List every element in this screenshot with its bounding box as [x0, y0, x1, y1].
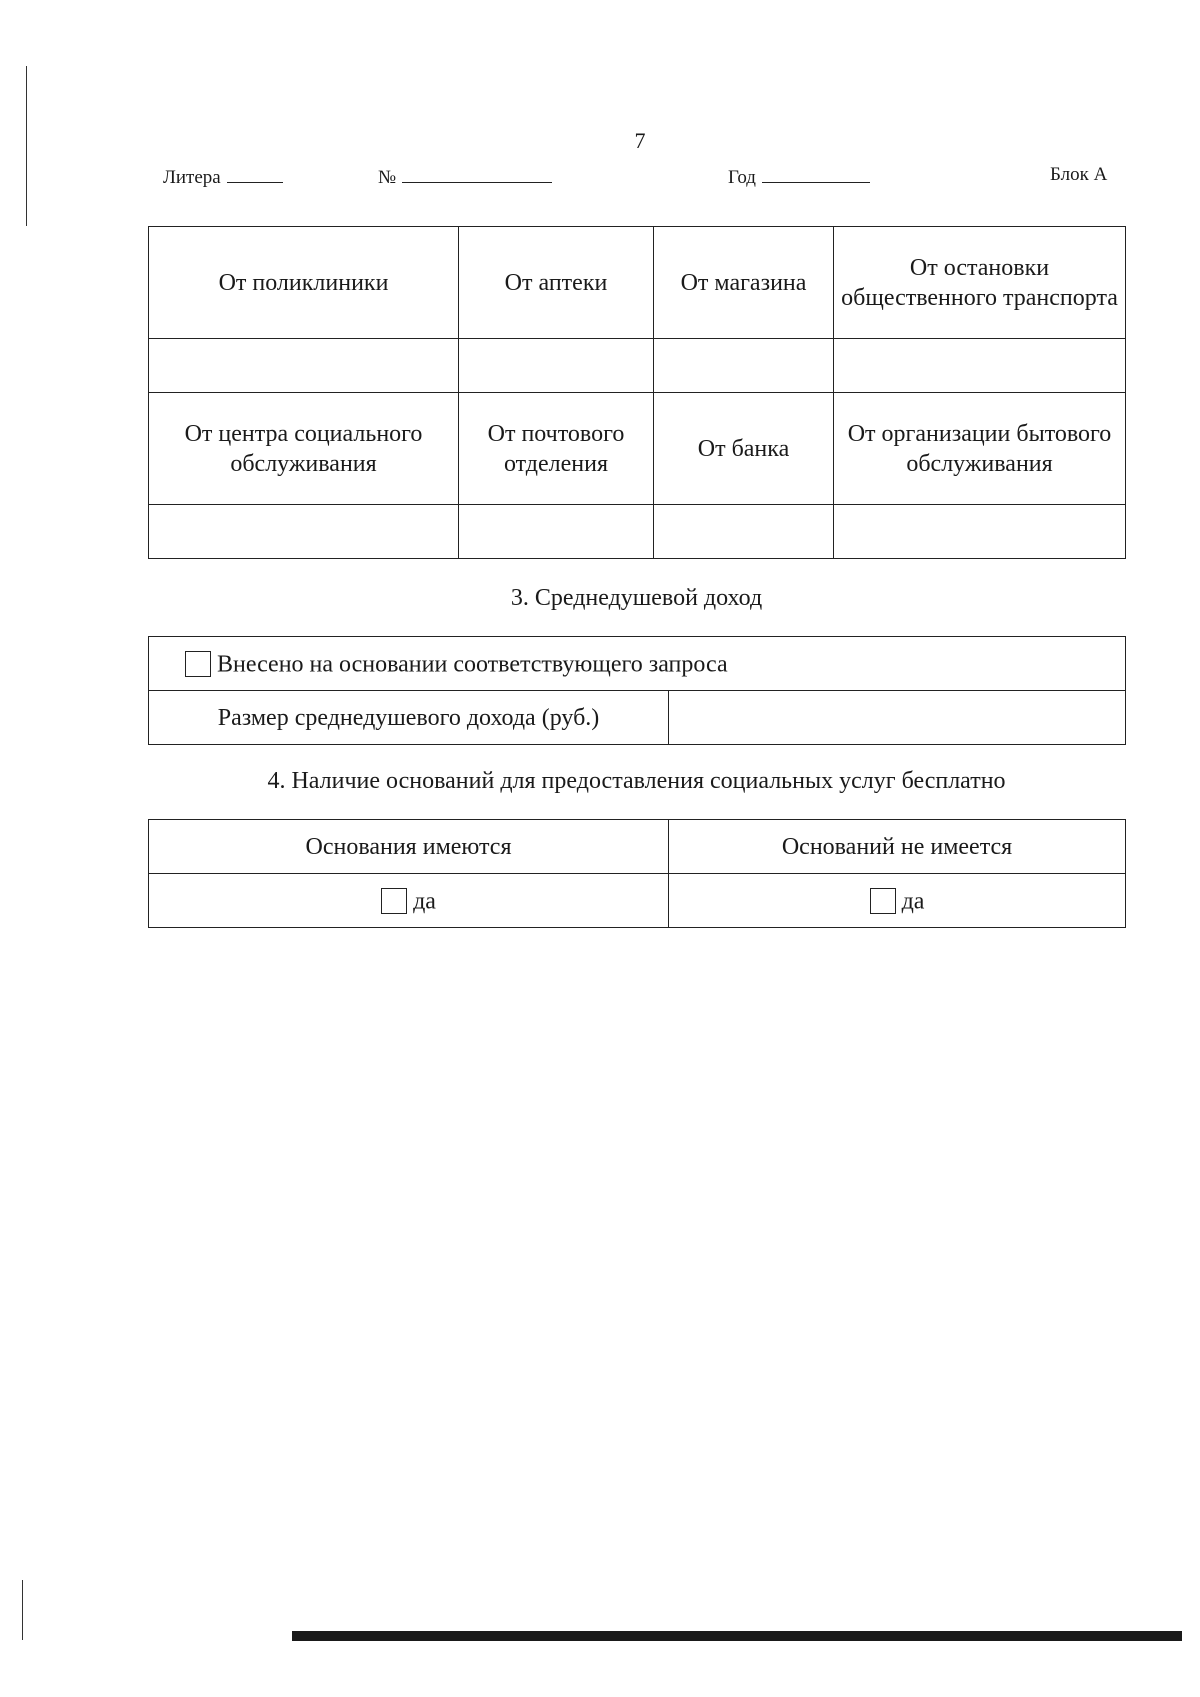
- section4-title: 4. Наличие оснований для предоставления социальных услуг бесплатно: [267, 768, 1006, 794]
- grounds-no-checkbox[interactable]: [870, 888, 896, 914]
- value-post-office[interactable]: [459, 505, 654, 559]
- income-value-field[interactable]: [669, 691, 1126, 745]
- grounds-yes-checkbox[interactable]: [381, 888, 407, 914]
- value-social-center[interactable]: [149, 505, 459, 559]
- section3-title: 3. Среднедушевой доход: [510, 585, 763, 611]
- year-blank[interactable]: [762, 164, 870, 183]
- grounds-no-label: да: [901, 888, 925, 915]
- value-pharmacy[interactable]: [459, 339, 654, 393]
- grounds-header-row: [149, 820, 1126, 874]
- request-checkbox[interactable]: [185, 651, 211, 677]
- header-pharmacy: От аптеки: [459, 227, 654, 339]
- header-shop: От магазина: [654, 227, 834, 339]
- distance-header-row-1: [149, 227, 1126, 339]
- value-polyclinic[interactable]: [149, 339, 459, 393]
- number-label: №: [378, 167, 397, 188]
- grounds-no-cell: [669, 874, 1126, 928]
- scan-bottom-bar: [292, 1631, 1182, 1641]
- year-field[interactable]: [728, 164, 870, 189]
- income-checkbox-cell: [149, 637, 1126, 691]
- number-blank[interactable]: [402, 164, 552, 183]
- grounds-option-row: [149, 874, 1126, 928]
- header-post-office: От почтового отделения: [459, 393, 654, 505]
- page-number: 7: [634, 128, 646, 153]
- grounds-yes-label: да: [413, 888, 436, 915]
- number-field[interactable]: [378, 164, 552, 189]
- income-checkbox-row: [149, 637, 1126, 691]
- header-bank: От банка: [654, 393, 834, 505]
- litera-field[interactable]: [163, 164, 283, 189]
- income-label: Размер среднедушевого дохода (руб.): [149, 691, 669, 745]
- request-checkbox-label: Внесено на основании соответствующего запроса: [217, 651, 728, 678]
- header-social-center: От центра социального обслуживания: [149, 393, 459, 505]
- header-polyclinic: От поликлиники: [149, 227, 459, 339]
- value-bank[interactable]: [654, 505, 834, 559]
- distance-value-row-2: [149, 505, 1126, 559]
- value-transport-stop[interactable]: [834, 339, 1126, 393]
- income-table: [148, 636, 1126, 745]
- value-consumer-services[interactable]: [834, 505, 1126, 559]
- header-consumer-services: От организации бытового обслуживания: [834, 393, 1126, 505]
- value-shop[interactable]: [654, 339, 834, 393]
- distance-table: [148, 226, 1126, 559]
- distance-header-row-2: [149, 393, 1126, 505]
- grounds-yes-header: Основания имеются: [149, 820, 669, 874]
- grounds-no-header: Оснований не имеется: [669, 820, 1126, 874]
- year-label: Год: [728, 167, 756, 188]
- block-label: Блок А: [1050, 164, 1108, 185]
- header-transport-stop: От остановки общественного транспорта: [834, 227, 1126, 339]
- distance-value-row-1: [149, 339, 1126, 393]
- grounds-yes-cell: [149, 874, 669, 928]
- scan-edge-line-bottom: [22, 1580, 23, 1640]
- income-value-row: [149, 691, 1126, 745]
- litera-blank[interactable]: [227, 164, 283, 183]
- grounds-table: [148, 819, 1126, 928]
- litera-label: Литера: [163, 167, 221, 188]
